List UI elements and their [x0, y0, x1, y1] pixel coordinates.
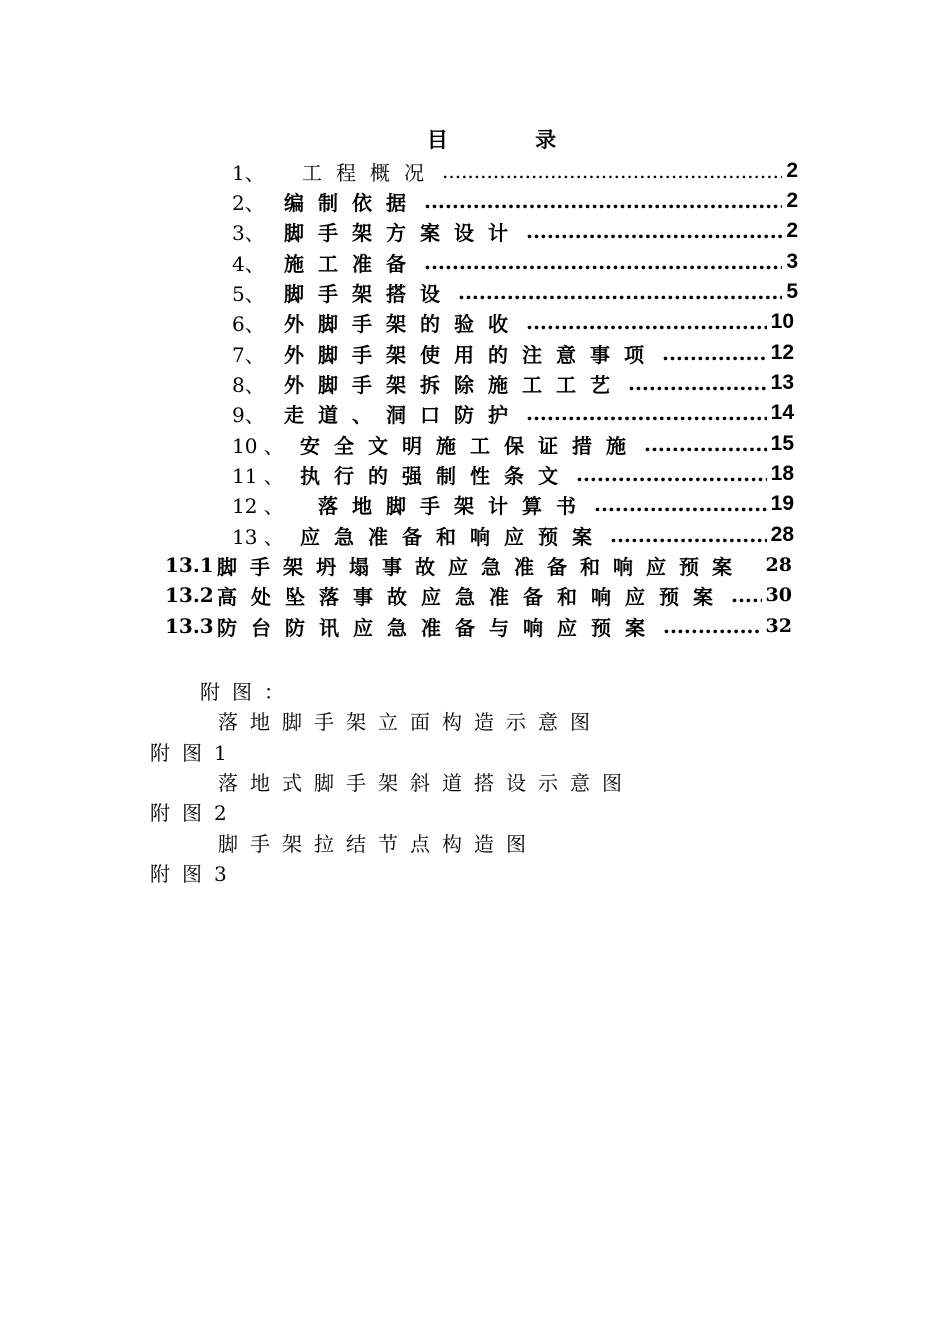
toc-leader-dots	[594, 492, 767, 516]
toc-leader-dots	[458, 280, 782, 304]
toc-entry	[232, 429, 794, 459]
toc-entry	[232, 247, 798, 277]
toc-entry-label: 应急准备和响应预案	[300, 524, 606, 549]
toc-entry	[165, 550, 792, 580]
toc-entry-page: 19	[770, 492, 794, 515]
toc-entry	[165, 611, 792, 641]
toc-entry-label: 外脚手架使用的注意事项	[284, 342, 658, 367]
toc-entry-number: 5、	[232, 281, 265, 306]
toc-entry	[232, 338, 794, 368]
appendix-item-label: 附图1	[150, 741, 239, 765]
toc-leader-dots	[576, 462, 767, 486]
toc-entry	[232, 156, 798, 186]
toc-entry-number: 12 、	[232, 493, 284, 518]
toc-entry-number: 9、	[232, 402, 265, 427]
toc-entry	[232, 459, 794, 489]
toc-entry-label: 安全文明施工保证措施	[300, 433, 640, 458]
toc-leader-dots	[526, 219, 782, 243]
toc-entry-label: 脚手架坍塌事故应急准备和响应预案	[217, 554, 745, 579]
toc-entry-page: 28	[770, 523, 794, 546]
toc-entry-label: 施工准备	[284, 251, 420, 276]
toc-entry-page: 13	[770, 371, 794, 394]
toc-entry-label: 脚手架搭设	[284, 281, 454, 306]
toc-leader-dots	[526, 310, 767, 334]
toc-entry-page: 2	[786, 189, 798, 212]
toc-entry-label: 落地脚手架计算书	[318, 493, 590, 518]
toc-leader-dots	[526, 401, 767, 425]
toc-entry-label: 走道、洞口防护	[284, 402, 522, 427]
toc-entry-page: 32	[765, 615, 792, 637]
toc-entry-label: 执行的强制性条文	[300, 463, 572, 488]
appendix-item-title: 落地脚手架立面构造示意图	[218, 710, 602, 734]
toc-entry-page: 15	[770, 432, 794, 455]
toc-entry-label: 脚手架方案设计	[284, 220, 522, 245]
toc-entry	[232, 520, 794, 550]
toc-entry-label: 外脚手架拆除施工工艺	[284, 372, 624, 397]
toc-leader-dots	[662, 341, 767, 365]
appendix-heading: 附图：	[200, 680, 296, 704]
toc-leader-dots	[424, 250, 782, 274]
toc-entry-page: 18	[770, 462, 794, 485]
toc-entry-number: 13.2	[165, 583, 214, 607]
toc-entry-number: 4、	[232, 251, 265, 276]
toc-entry-number: 13.3	[165, 614, 214, 638]
toc-entry-number: 11 、	[232, 463, 284, 488]
toc-entry	[232, 186, 798, 216]
appendix-item-title: 落地式脚手架斜道搭设示意图	[218, 771, 634, 795]
toc-leader-dots	[731, 583, 762, 607]
toc-entry-page: 30	[765, 584, 792, 606]
toc-entry	[232, 307, 794, 337]
toc-leader-dots	[424, 189, 782, 213]
toc-leader-dots	[610, 523, 767, 547]
toc-entry-label: 外脚手架的验收	[284, 311, 522, 336]
toc-entry-page: 28	[765, 554, 792, 576]
toc-entry	[165, 580, 792, 610]
toc-entry-number: 13.1	[165, 553, 214, 577]
toc-entry	[232, 368, 794, 398]
toc-entry-label: 工程概况	[302, 160, 438, 185]
toc-entry	[232, 489, 794, 519]
toc-entry-number: 10 、	[232, 433, 284, 458]
toc-entry	[232, 398, 794, 428]
toc-entry-number: 13 、	[232, 524, 284, 549]
toc-entry-number: 6、	[232, 311, 265, 336]
toc-entry-page: 10	[770, 310, 794, 333]
appendix-item-label: 附图3	[150, 862, 239, 886]
toc-entry	[232, 277, 798, 307]
toc-leader-dots	[442, 159, 782, 183]
appendix-item-label: 附图2	[150, 801, 239, 825]
appendix-item-title: 脚手架拉结节点构造图	[218, 832, 538, 856]
toc-entry-page: 3	[786, 250, 798, 273]
toc-entry-number: 1、	[232, 160, 265, 185]
toc-entry-page: 12	[770, 341, 794, 364]
toc-entry-label: 高处坠落事故应急准备和响应预案	[217, 584, 727, 609]
toc-entry-page: 5	[786, 280, 798, 303]
toc-entry-page: 14	[770, 401, 794, 424]
toc-entry-number: 7、	[232, 342, 265, 367]
toc-entry	[232, 216, 798, 246]
toc-title: 目 录	[426, 127, 597, 152]
toc-leader-dots	[663, 614, 762, 638]
toc-entry-page: 2	[786, 159, 798, 182]
toc-leader-dots	[644, 432, 767, 456]
toc-entry-number: 3、	[232, 220, 265, 245]
toc-entry-number: 2、	[232, 190, 265, 215]
toc-entry-number: 8、	[232, 372, 265, 397]
toc-entry-label: 编制依据	[284, 190, 420, 215]
toc-entry-label: 防台防讯应急准备与响应预案	[217, 615, 659, 640]
toc-leader-dots	[628, 371, 767, 395]
toc-entry-page: 2	[786, 219, 798, 242]
